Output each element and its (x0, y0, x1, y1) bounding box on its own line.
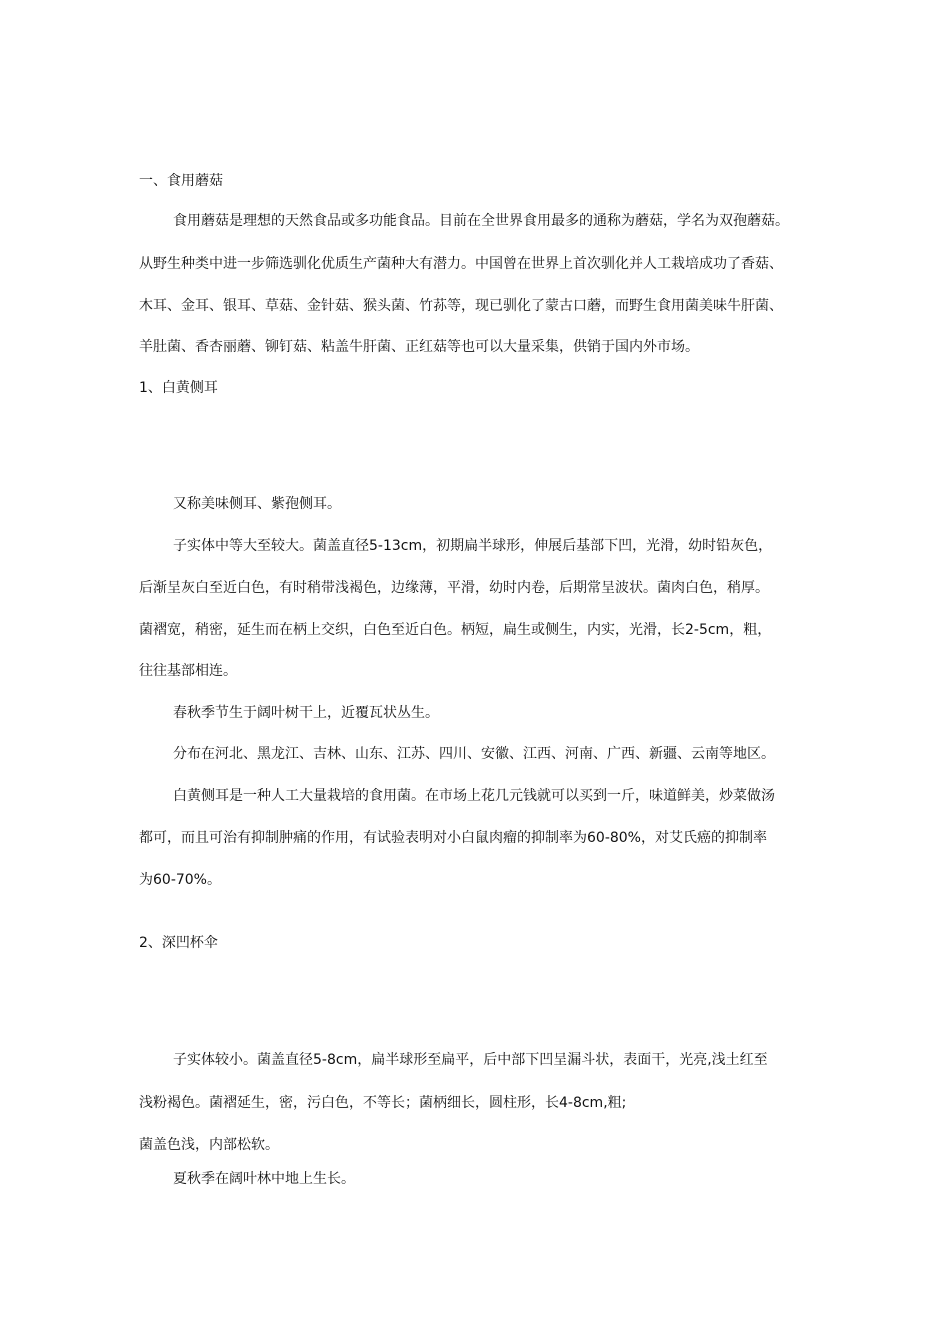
item1-value-line-2: 都可，而且可治有抑制肿痛的作用，有试验表明对小白鼠肉瘤的抑制率为60-80%，对艾氏癌的抑制率 (139, 830, 767, 846)
item1-value-line-1: 白黄侧耳是一种人工大量栽培的食用菌。在市场上花几元钱就可以买到一斤，味道鲜美，炒菜做汤 (173, 788, 775, 804)
item1-desc-line-4: 往往基部相连。 (139, 663, 237, 679)
item1-desc-line-3: 菌褶宽，稍密，延生而在柄上交织，白色至近白色。柄短，扁生或侧生，内实，光滑，长2-5cm，粗， (139, 622, 772, 638)
item1-desc-line-1: 子实体中等大至较大。菌盖直径5-13cm，初期扁半球形，伸展后基部下凹，光滑，幼时铅灰色， (173, 538, 773, 554)
item1-value-line-3: 为60-70%。 (139, 872, 221, 888)
item2-desc-line-2: 浅粉褐色。菌褶延生，密，污白色，不等长；菌柄细长，圆柱形，长4-8cm,粗; (139, 1095, 627, 1111)
item2-heading: 2、深凹杯伞 (139, 935, 218, 951)
intro-line-2: 从野生种类中进一步筛选驯化优质生产菌种大有潜力。中国曾在世界上首次驯化并人工栽培成功了香菇、 (139, 256, 783, 272)
intro-line-3: 木耳、金耳、银耳、草菇、金针菇、猴头菌、竹荪等，现已驯化了蒙古口蘑，而野生食用菌美味牛肝菌、 (139, 298, 783, 314)
item2-desc-line-3: 菌盖色浅，内部松软。 (139, 1137, 279, 1153)
item2-desc-line-1: 子实体较小。菌盖直径5-8cm，扁半球形至扁平，后中部下凹呈漏斗状，表面干，光亮,浅土红至 (173, 1052, 768, 1068)
item2-season: 夏秋季在阔叶林中地上生长。 (173, 1171, 355, 1187)
item1-season: 春秋季节生于阔叶树干上，近覆瓦状丛生。 (173, 705, 439, 721)
item1-alias: 又称美味侧耳、紫孢侧耳。 (173, 496, 341, 512)
item1-heading: 1、白黄侧耳 (139, 380, 218, 396)
intro-line-1: 食用蘑菇是理想的天然食品或多功能食品。目前在全世界食用最多的通称为蘑菇，学名为双孢蘑菇。 (173, 213, 789, 229)
item1-distribution: 分布在河北、黑龙江、吉林、山东、江苏、四川、安徽、江西、河南、广西、新疆、云南等地区。 (173, 746, 775, 762)
section-heading: 一、食用蘑菇 (139, 173, 223, 189)
intro-line-4: 羊肚菌、香杏丽蘑、铆钉菇、粘盖牛肝菌、正红菇等也可以大量采集，供销于国内外市场。 (139, 339, 699, 355)
item1-desc-line-2: 后渐呈灰白至近白色，有时稍带浅褐色，边缘薄，平滑，幼时内卷，后期常呈波状。菌肉白色，稍厚。 (139, 580, 769, 596)
